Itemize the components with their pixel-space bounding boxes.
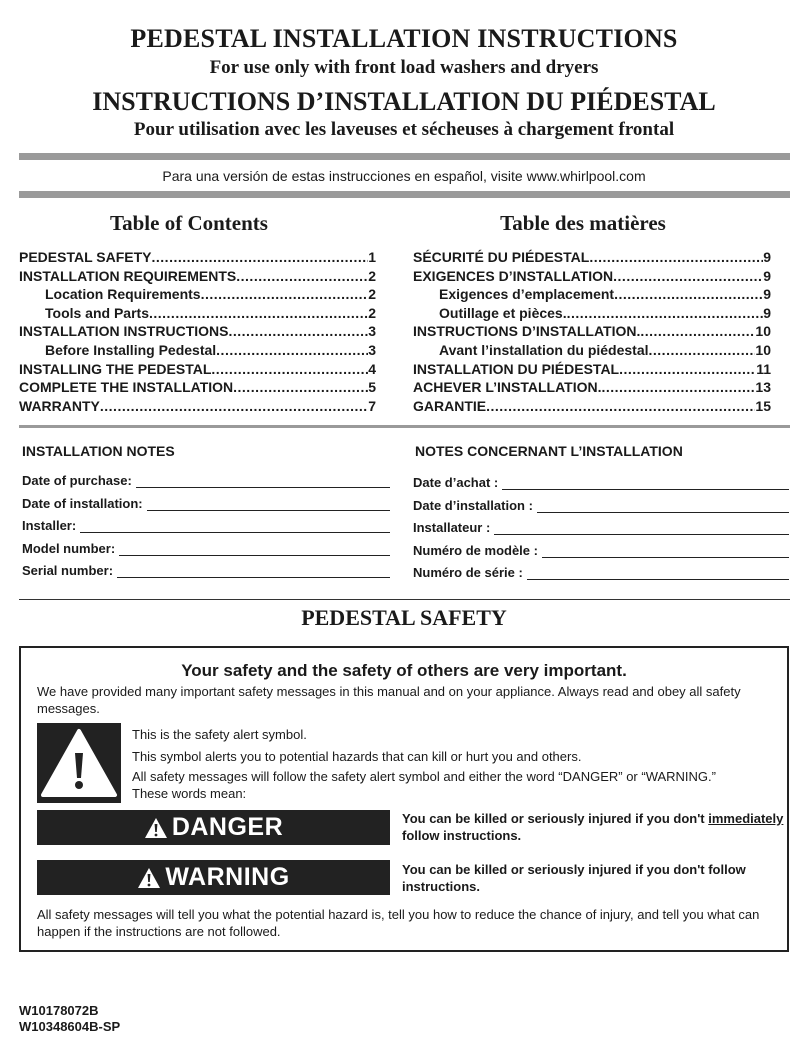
toc-leader-dots xyxy=(640,323,755,339)
warning-triangle-icon xyxy=(37,723,121,803)
toc-entry[interactable] xyxy=(413,377,771,395)
toc-entry[interactable] xyxy=(19,396,376,414)
toc-leader-dots xyxy=(649,342,756,358)
subtitle-english: For use only with front load washers and dryers xyxy=(209,57,599,78)
note-field[interactable] xyxy=(413,517,789,535)
alert-line-2: This symbol alerts you to potential hazards that can kill or hurt you and others. xyxy=(132,749,582,764)
toc-leader-dots xyxy=(589,249,763,265)
toc-entry-label: Exigences d’emplacement xyxy=(439,286,615,303)
toc-heading-english: Table of Contents xyxy=(110,211,268,235)
note-field-line[interactable] xyxy=(147,496,390,511)
danger-signal-panel xyxy=(37,810,390,845)
note-field[interactable] xyxy=(22,560,390,578)
toc-entry-page: 15 xyxy=(755,397,771,414)
toc-leader-dots xyxy=(211,361,368,377)
toc-entry-label: EXIGENCES D’INSTALLATION xyxy=(413,267,614,284)
toc-leader-dots xyxy=(619,361,756,377)
toc-leader-dots xyxy=(201,286,369,302)
toc-entry[interactable] xyxy=(439,340,771,358)
note-field-line[interactable] xyxy=(119,541,390,556)
note-field[interactable] xyxy=(22,470,390,488)
toc-entry[interactable] xyxy=(413,266,771,284)
toc-entry-page: 2 xyxy=(368,304,376,321)
note-field-label: Installateur : xyxy=(413,520,491,536)
toc-entry-page: 5 xyxy=(368,379,376,396)
toc-entry-label: COMPLETE THE INSTALLATION xyxy=(19,379,234,396)
notes-divider xyxy=(19,425,790,428)
note-field-line[interactable] xyxy=(494,520,789,535)
danger-text-emphasis: immediately xyxy=(708,811,784,826)
part-number-2: W10348604B-SP xyxy=(19,1019,121,1034)
section-rule xyxy=(19,599,790,600)
toc-entry-page: 9 xyxy=(763,304,771,321)
toc-entry-page: 1 xyxy=(368,249,376,265)
note-field-line[interactable] xyxy=(80,518,390,533)
toc-entry[interactable] xyxy=(19,359,376,377)
toc-entry[interactable] xyxy=(45,303,376,321)
note-field-label: Installer: xyxy=(22,518,77,534)
note-field[interactable] xyxy=(22,538,390,556)
toc-entry[interactable] xyxy=(413,359,771,377)
toc-leader-dots xyxy=(216,342,368,358)
toc-entry[interactable] xyxy=(413,321,771,339)
toc-entry[interactable] xyxy=(19,247,376,265)
toc-entry-label: Outillage et pièces. xyxy=(439,304,567,321)
toc-entry-page: 7 xyxy=(368,397,376,414)
toc-entry-label: SÉCURITÉ DU PIÉDESTAL xyxy=(413,249,590,265)
notes-heading-english: INSTALLATION NOTES xyxy=(22,443,175,459)
note-field-line[interactable] xyxy=(136,473,390,488)
toc-entry-page: 9 xyxy=(763,286,771,303)
alert-line-4: These words mean: xyxy=(132,786,247,801)
note-field-label: Date of purchase: xyxy=(22,473,132,488)
warning-alert-icon xyxy=(137,867,161,889)
toc-leader-dots xyxy=(152,249,369,265)
toc-entry-label: ACHEVER L’INSTALLATION. xyxy=(413,379,602,396)
toc-leader-dots xyxy=(100,398,368,414)
alert-line-3: All safety messages will follow the safety alert symbol and either the word “DANGER” or “WARNING.” xyxy=(132,769,716,784)
note-field-label: Model number: xyxy=(22,540,116,556)
alert-line-1: This is the safety alert symbol. xyxy=(132,727,307,742)
note-field-line[interactable] xyxy=(542,543,789,558)
warning-label: WARNING xyxy=(165,863,290,891)
toc-entry-label: Before Installing Pedestal xyxy=(45,342,217,358)
toc-entry-page: 11 xyxy=(756,360,771,377)
note-field[interactable] xyxy=(22,493,390,511)
toc-entry[interactable] xyxy=(19,266,376,284)
toc-entry[interactable] xyxy=(19,377,376,395)
toc-heading-french: Table des matières xyxy=(500,211,666,235)
note-field[interactable] xyxy=(413,495,789,513)
note-field-label: Date d’achat : xyxy=(413,475,499,490)
danger-description xyxy=(402,810,787,844)
toc-entry[interactable] xyxy=(45,340,376,358)
part-number-1: W10178072B xyxy=(19,1003,99,1018)
safety-main-heading: Your safety and the safety of others are very important. xyxy=(181,661,627,680)
title-english: PEDESTAL INSTALLATION INSTRUCTIONS xyxy=(130,24,678,53)
toc-entry-page: 13 xyxy=(755,379,771,396)
toc-entry[interactable] xyxy=(439,284,771,302)
toc-entry-label: INSTALLING THE PEDESTAL xyxy=(19,360,212,377)
danger-alert-icon xyxy=(144,817,168,839)
toc-entry-label: INSTRUCTIONS D’INSTALLATION. xyxy=(413,323,641,340)
note-field-label: Serial number: xyxy=(22,563,114,579)
toc-entry-label: INSTALLATION REQUIREMENTS xyxy=(19,267,237,284)
toc-leader-dots xyxy=(614,286,763,302)
toc-entry[interactable] xyxy=(439,303,771,321)
toc-entry-page: 9 xyxy=(763,267,771,284)
notes-heading-french: NOTES CONCERNANT L’INSTALLATION xyxy=(415,443,683,459)
note-field[interactable] xyxy=(413,562,789,580)
toc-entry[interactable] xyxy=(413,396,771,414)
safety-footer-text: All safety messages will tell you what the potential hazard is, tell you how to reduce the chance of injury, and tell you what can happen if the instructions are not followed. xyxy=(37,907,760,939)
toc-entry-label: Avant l’installation du piédestal xyxy=(439,342,649,358)
toc-leader-dots xyxy=(486,398,755,414)
toc-entry-page: 9 xyxy=(763,249,771,265)
title-french: INSTRUCTIONS D’INSTALLATION DU PIÉDESTAL xyxy=(92,87,716,116)
toc-entry-page: 4 xyxy=(368,360,376,377)
toc-leader-dots xyxy=(233,379,368,395)
note-field-line[interactable] xyxy=(537,498,789,513)
safety-section-title: PEDESTAL SAFETY xyxy=(301,605,507,630)
toc-leader-dots xyxy=(567,305,764,321)
toc-leader-dots xyxy=(228,323,368,339)
note-field-label: Numéro de modèle : xyxy=(413,542,538,558)
toc-entry-label: INSTALLATION INSTRUCTIONS xyxy=(19,323,229,340)
note-field-label: Date d’installation : xyxy=(413,497,533,513)
note-field-line[interactable] xyxy=(117,563,390,578)
toc-entry[interactable] xyxy=(45,284,376,302)
divider-bar-top xyxy=(19,153,790,160)
note-field[interactable] xyxy=(413,540,789,558)
note-field[interactable] xyxy=(22,515,390,533)
toc-entry-page: 10 xyxy=(755,323,771,340)
toc-entry-label: GARANTIE xyxy=(413,397,487,414)
toc-entry-page: 3 xyxy=(368,323,376,340)
toc-entry[interactable] xyxy=(413,247,771,265)
warning-description: You can be killed or seriously injured if you don't follow instructions. xyxy=(402,862,746,894)
toc-entry-label: INSTALLATION DU PIÉDESTAL xyxy=(413,360,620,377)
toc-leader-dots xyxy=(149,305,368,321)
toc-entry-label: WARRANTY xyxy=(19,397,100,414)
toc-entry[interactable] xyxy=(19,321,376,339)
note-field-line[interactable] xyxy=(502,475,789,490)
toc-entry-page: 2 xyxy=(368,286,376,303)
divider-bar-bottom xyxy=(19,191,790,198)
spanish-note: Para una versión de estas instrucciones en español, visite www.whirlpool.com xyxy=(162,168,646,184)
toc-entry-label: Location Requirements xyxy=(45,286,201,303)
note-field-label: Date of installation: xyxy=(22,495,143,511)
warning-signal-panel xyxy=(37,860,390,895)
toc-entry-page: 2 xyxy=(368,267,376,284)
toc-entry-label: PEDESTAL SAFETY xyxy=(19,249,152,265)
toc-leader-dots xyxy=(613,268,763,284)
note-field-label: Numéro de série : xyxy=(413,565,523,581)
toc-entry-label: Tools and Parts xyxy=(45,304,149,321)
danger-label: DANGER xyxy=(171,813,284,841)
note-field[interactable] xyxy=(413,472,789,490)
safety-intro: We have provided many important safety messages in this manual and on your appliance. Always read and obey all safety messages. xyxy=(37,684,741,716)
toc-entry-page: 3 xyxy=(368,342,376,358)
toc-leader-dots xyxy=(236,268,368,284)
note-field-line[interactable] xyxy=(527,565,789,580)
danger-text-b: follow instructions. xyxy=(402,828,522,843)
toc-entry-page: 10 xyxy=(755,342,771,358)
subtitle-french: Pour utilisation avec les laveuses et sécheuses à chargement frontal xyxy=(133,119,675,140)
toc-leader-dots xyxy=(601,379,755,395)
safety-alert-symbol xyxy=(37,723,121,803)
danger-text-a: You can be killed or seriously injured if you don't xyxy=(402,811,709,826)
